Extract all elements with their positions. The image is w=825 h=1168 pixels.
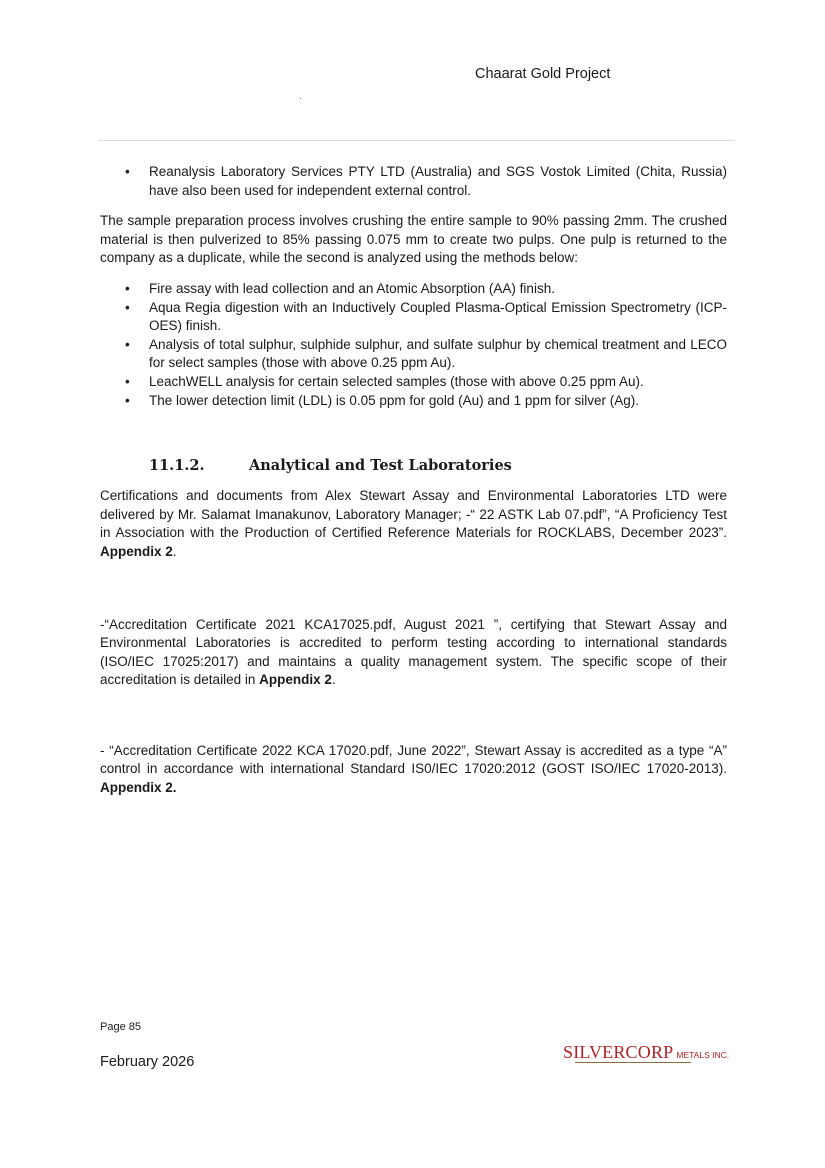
paragraph-text: - “Accreditation Certificate 2022 KCA 17020.pdf, June 2022”, Stewart Assay is accredited as a type “A” control in accordance with international Standard IS0/IEC 17020:2012 (GOST ISO/IEC 17020-2013). (100, 742, 727, 777)
intro-bullet-list (100, 163, 727, 200)
paragraph-tail: . (172, 543, 177, 559)
list-item: • Fire assay with lead collection and an Atomic Absorption (AA) finish. (100, 280, 727, 299)
logo-subtext: METALS INC. (676, 1050, 730, 1060)
section-title: Analytical and Test Laboratories (249, 457, 512, 475)
section-number: 11.1.2. (149, 457, 205, 475)
list-item: • Analysis of total sulphur, sulphide sulphur, and sulfate sulphur by chemical treatment and LECO for select samples (those with above 0.25 ppm Au). (100, 336, 727, 373)
list-item: • LeachWELL analysis for certain selected samples (those with above 0.25 ppm Au). (100, 373, 727, 392)
section-heading (100, 456, 727, 476)
header-rule (98, 140, 735, 141)
accreditation-2021-paragraph (100, 616, 727, 690)
header-dot (300, 98, 301, 99)
list-item: • The lower detection limit (LDL) is 0.05 ppm for gold (Au) and 1 ppm for silver (Ag). (100, 392, 727, 411)
logo-wordmark: SILVERCORP (563, 1042, 674, 1062)
silvercorp-logo (563, 1042, 729, 1063)
paragraph-tail: . (331, 672, 336, 688)
list-item: • Aqua Regia digestion with an Inductively Coupled Plasma-Optical Emission Spectrometry (ICP-OES) finish. (100, 299, 727, 336)
document-body (100, 163, 727, 798)
appendix-reference: Appendix 2. (100, 780, 177, 796)
appendix-reference: Appendix 2 (259, 672, 332, 688)
paragraph-text: Certifications and documents from Alex Stewart Assay and Environmental Laboratories LTD were delivered by Mr. Salamat Imanakunov, Laboratory Manager; -“ 22 ASTK Lab 07.pdf”, “A Proficiency Test in Association with the Production of Certified Reference Materials for ROCKLABS, December 2023”. (100, 488, 727, 541)
page-header-title: Chaarat Gold Project (475, 66, 611, 82)
logo-underline (575, 1062, 691, 1063)
appendix-reference: Appendix 2 (100, 543, 173, 559)
footer-date: February 2026 (100, 1054, 195, 1070)
sample-prep-paragraph: The sample preparation process involves crushing the entire sample to 90% passing 2mm. The crushed material is then pulverized to 85% passing 0.075 mm to create two pulps. One pulp is returned to the company as a duplicate, while the second is analyzed using the methods below: (100, 213, 727, 266)
footer-page-number: Page 85 (100, 1021, 141, 1033)
paragraph-text: -“Accreditation Certificate 2021 KCA17025.pdf, August 2021 ”, certifying that Stewart Assay and Environmental Laboratories is accredited to perform testing according to international standards (ISO/IEC 17025:2017) and maintains a quality management system. The specific scope of their accreditation is detailed in (100, 616, 727, 688)
list-item: • Reanalysis Laboratory Services PTY LTD (Australia) and SGS Vostok Limited (Chita, Russia) have also been used for independent external control. (100, 163, 727, 200)
accreditation-2022-paragraph (100, 742, 727, 798)
certifications-paragraph (100, 487, 727, 561)
method-bullet-list (100, 280, 727, 410)
